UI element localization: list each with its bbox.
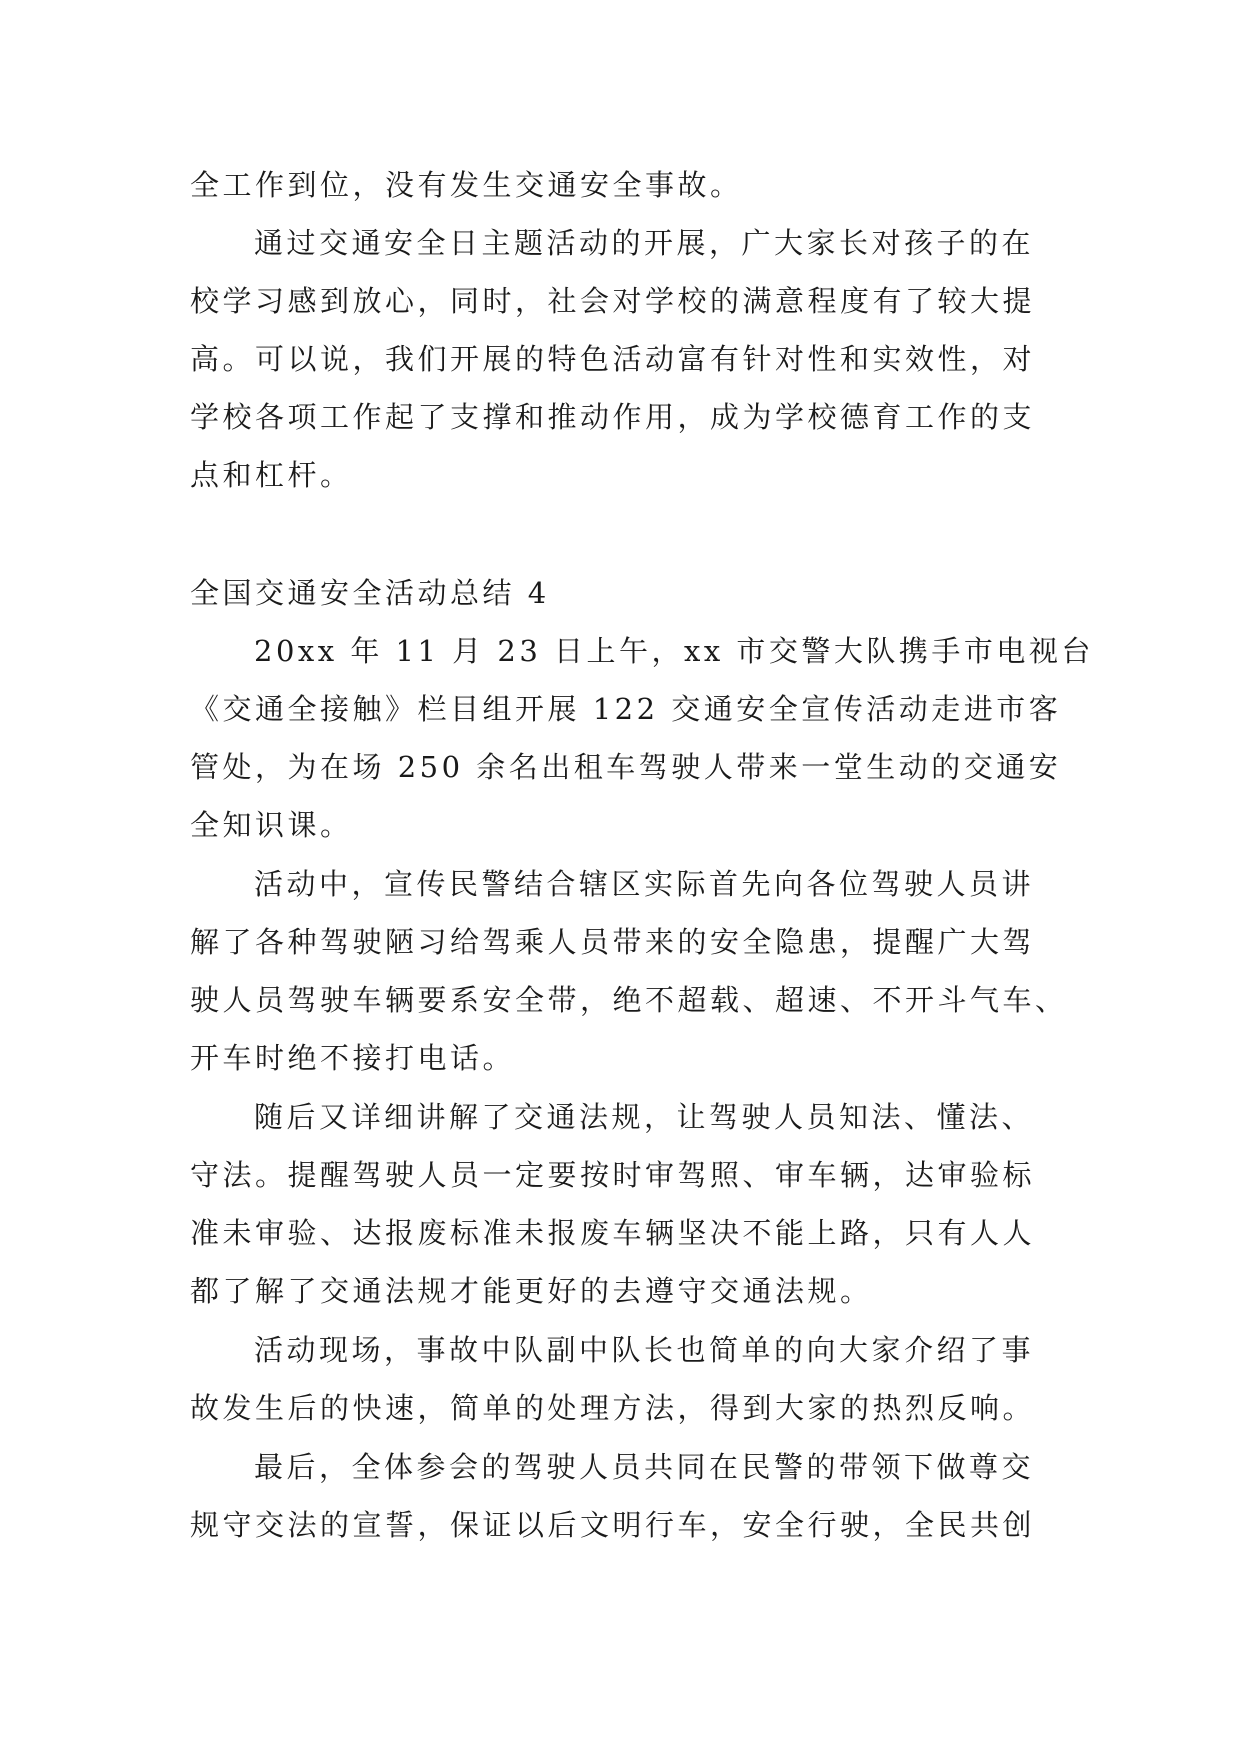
text-line: 管处，为在场 250 余名出租车驾驶人带来一堂生动的交通安	[190, 750, 1062, 784]
text-line: 都了解了交通法规才能更好的去遵守交通法规。	[190, 1274, 873, 1308]
text-line: 故发生后的快速，简单的处理方法，得到大家的热烈反响。	[190, 1391, 1036, 1425]
text-line: 准未审验、达报废标准未报废车辆坚决不能上路，只有人人	[190, 1216, 1036, 1250]
text-line: 随后又详细讲解了交通法规，让驾驶人员知法、懂法、	[254, 1100, 1035, 1134]
text-line: 20xx 年 11 月 23 日上午，xx 市交警大队携手市电视台	[254, 634, 1094, 668]
text-line: 解了各种驾驶陋习给驾乘人员带来的安全隐患，提醒广大驾	[190, 925, 1036, 959]
text-line: 开车时绝不接打电话。	[190, 1041, 516, 1075]
text-line: 点和杠杆。	[190, 458, 353, 492]
text-line: 活动中，宣传民警结合辖区实际首先向各位驾驶人员讲	[254, 867, 1035, 901]
paragraph-scene	[190, 1321, 1050, 1437]
text-line: 全知识课。	[190, 808, 353, 842]
paragraph-activity	[190, 855, 1068, 1087]
paragraph-summary	[190, 214, 1050, 504]
text-line: 全工作到位，没有发生交通安全事故。	[190, 168, 743, 202]
text-line: 高。可以说，我们开展的特色活动富有针对性和实效性，对	[190, 342, 1036, 376]
text-line: 学校各项工作起了支撑和推动作用，成为学校德育工作的支	[190, 400, 1036, 434]
text-line: 驶人员驾驶车辆要系安全带，绝不超载、超速、不开斗气车、	[190, 983, 1068, 1017]
text-line: 校学习感到放心，同时，社会对学校的满意程度有了较大提	[190, 284, 1036, 318]
text-line: 规守交法的宣誓，保证以后文明行车，安全行驶，全民共创	[190, 1508, 1036, 1542]
section-title	[190, 564, 1050, 622]
text-line: 通过交通安全日主题活动的开展，广大家长对孩子的在	[254, 226, 1035, 260]
paragraph-continuation	[190, 156, 1050, 214]
paragraph-intro	[190, 622, 1094, 854]
text-line: 守法。提醒驾驶人员一定要按时审驾照、审车辆，达审验标	[190, 1158, 1036, 1192]
text-line: 活动现场，事故中队副中队长也简单的向大家介绍了事	[254, 1333, 1035, 1367]
paragraph-rules	[190, 1088, 1050, 1320]
text-line: 《交通全接触》栏目组开展 122 交通安全宣传活动走进市客	[190, 692, 1062, 726]
paragraph-final	[190, 1438, 1050, 1554]
text-line: 最后，全体参会的驾驶人员共同在民警的带领下做尊交	[254, 1450, 1035, 1484]
section-title-text: 全国交通安全活动总结 4	[190, 576, 550, 610]
